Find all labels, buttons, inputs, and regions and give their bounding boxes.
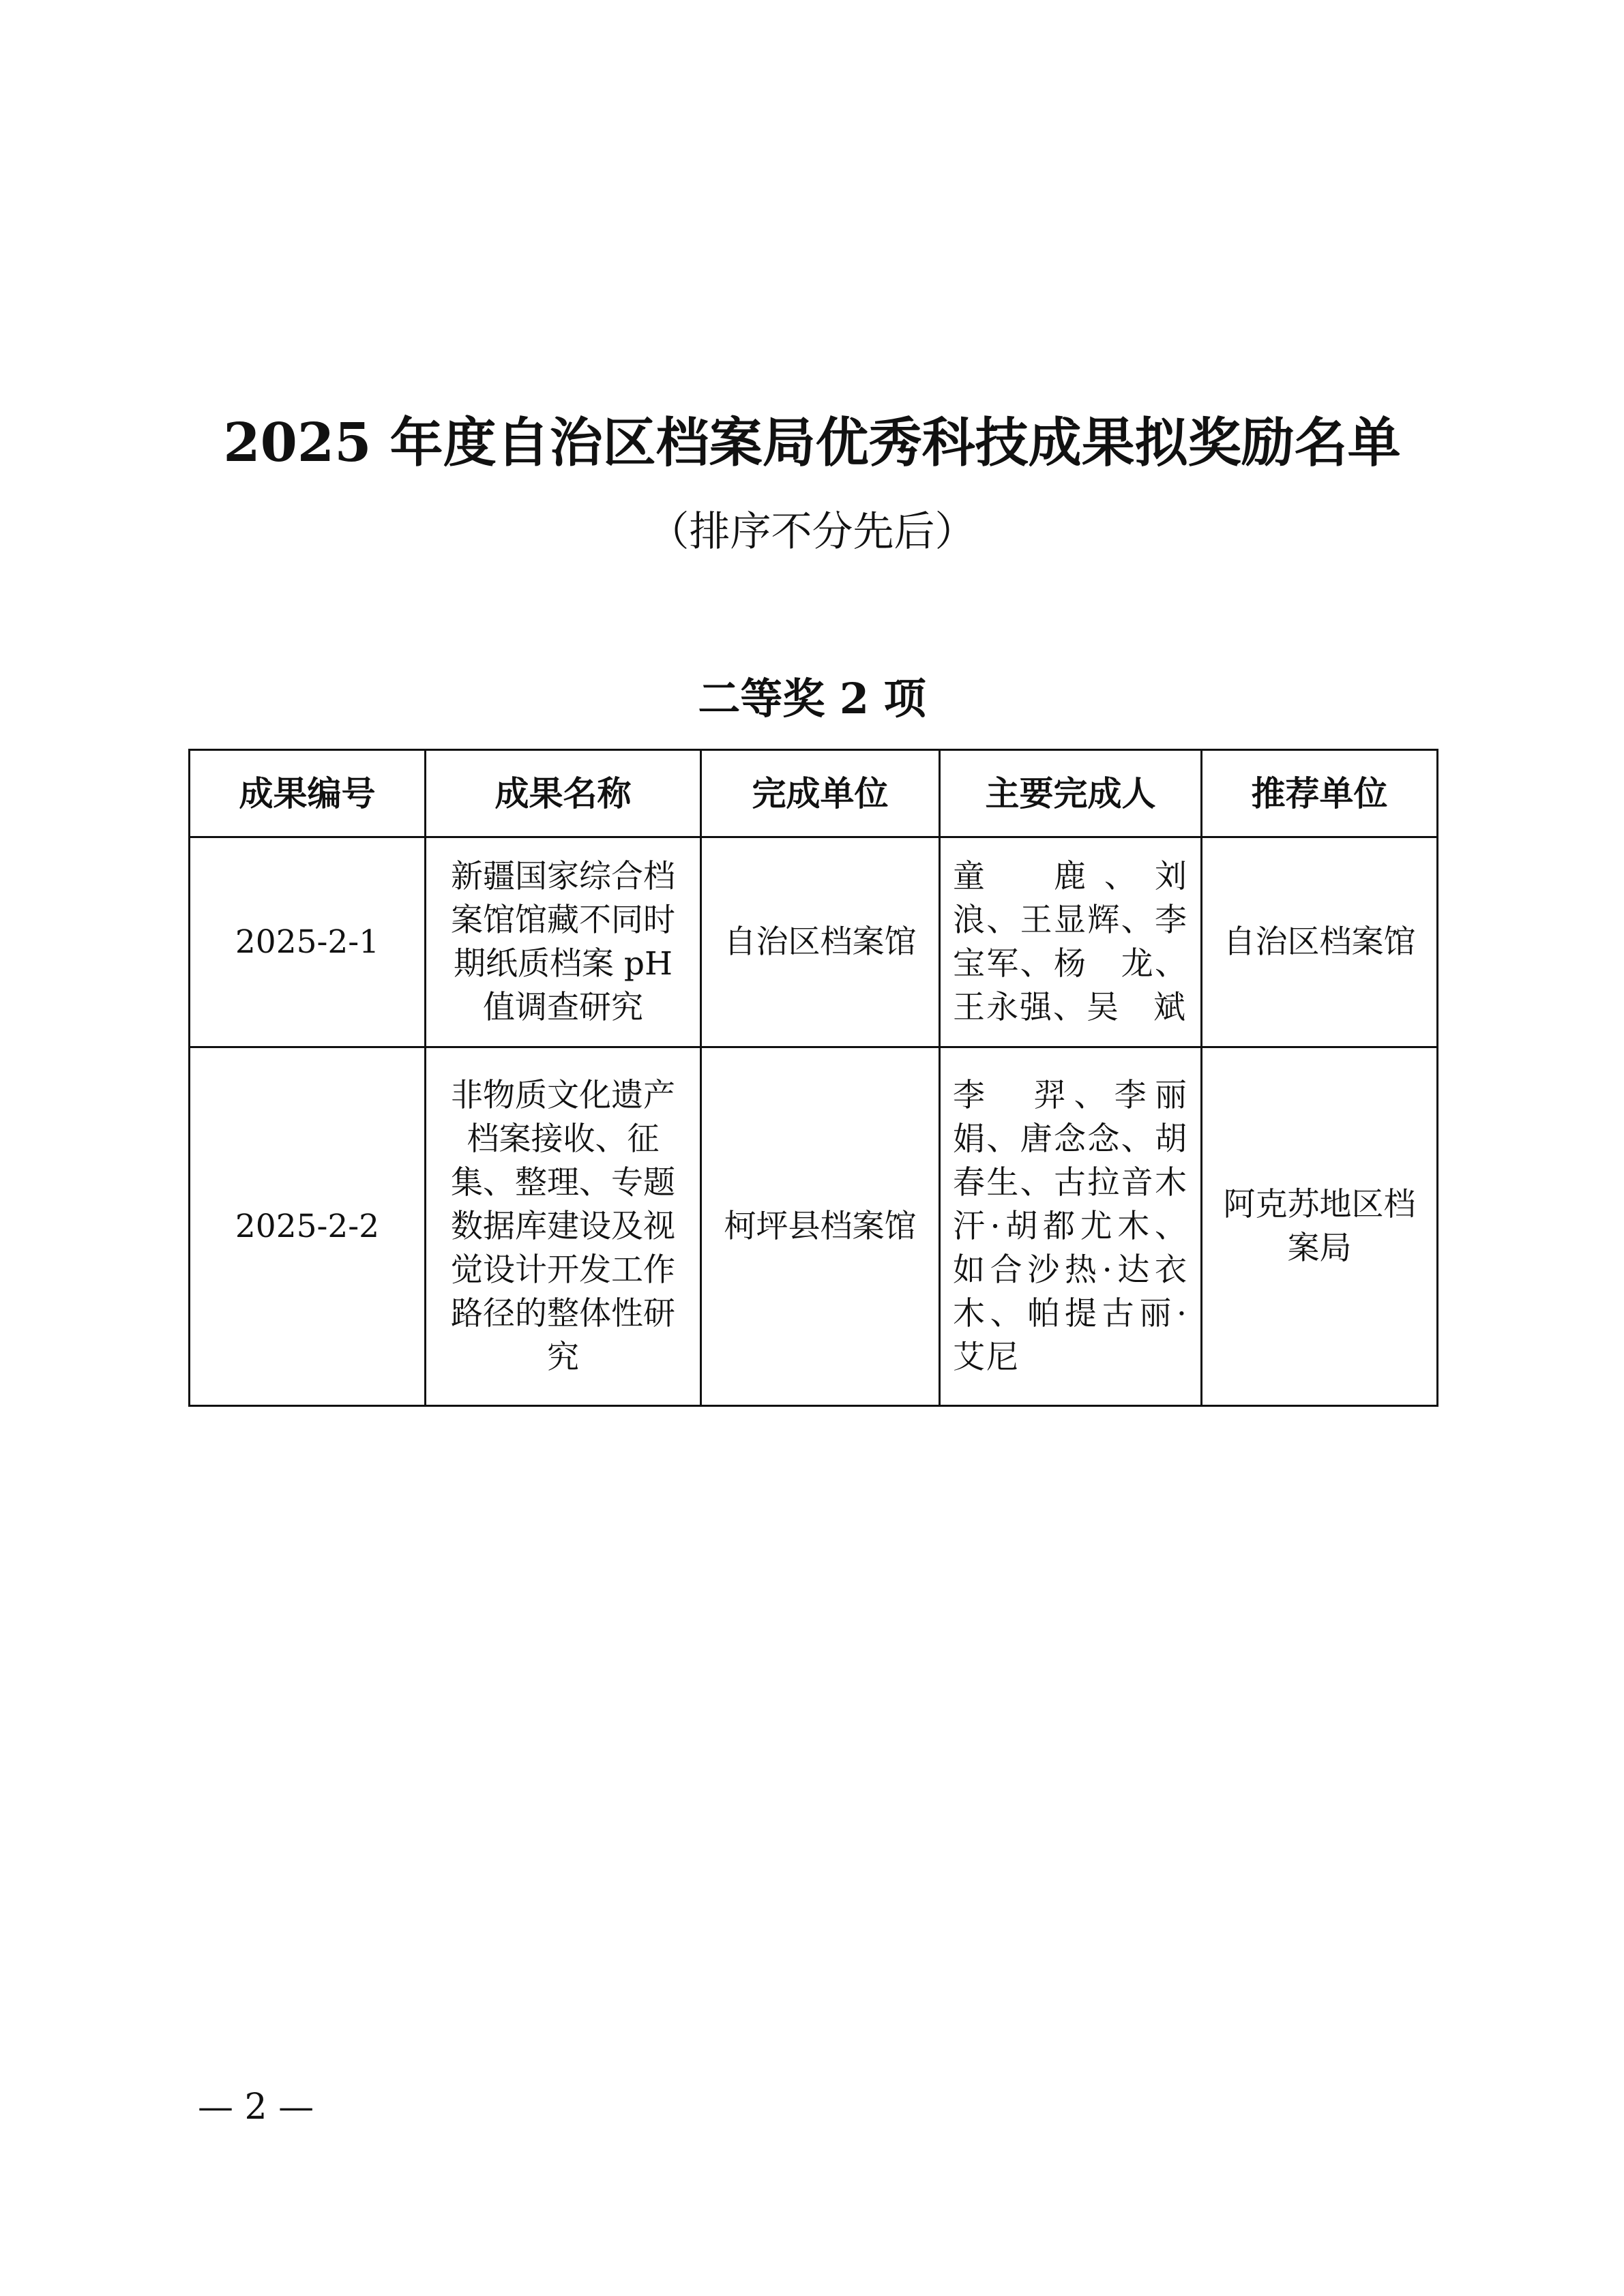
header-code: 成果编号 bbox=[190, 750, 426, 837]
cell-code: 2025-2-2 bbox=[190, 1047, 426, 1406]
cell-code: 2025-2-1 bbox=[190, 837, 426, 1047]
page-number: — 2 — bbox=[198, 2087, 314, 2128]
header-unit: 完成单位 bbox=[701, 750, 940, 837]
document-title: 2025 年度自治区档案局优秀科技成果拟奖励名单 bbox=[223, 412, 1401, 474]
table-header-row bbox=[190, 750, 1438, 837]
header-name: 成果名称 bbox=[426, 750, 701, 837]
cell-recommender: 自治区档案馆 bbox=[1202, 837, 1438, 1047]
cell-unit: 柯坪县档案馆 bbox=[701, 1047, 940, 1406]
table-row bbox=[190, 1047, 1438, 1406]
table-row bbox=[190, 837, 1438, 1047]
award-table bbox=[188, 749, 1438, 1407]
cell-name: 非物质文化遗产档案接收、征集、整理、专题数据库建设及视觉设计开发工作路径的整体性研究 bbox=[426, 1047, 701, 1406]
cell-unit: 自治区档案馆 bbox=[701, 837, 940, 1047]
cell-name: 新疆国家综合档案馆馆藏不同时期纸质档案 pH 值调查研究 bbox=[426, 837, 701, 1047]
header-recommender: 推荐单位 bbox=[1202, 750, 1438, 837]
cell-recommender: 阿克苏地区档案局 bbox=[1202, 1047, 1438, 1406]
section-heading: 二等奖 2 项 bbox=[698, 674, 926, 724]
cell-people: 李 羿、李丽娟、唐念念、胡春生、古拉音木汗·胡都尤木、如合沙热·达衣木、帕提古丽·艾尼 bbox=[940, 1047, 1202, 1406]
cell-people: 童 鹿、刘 浪、王显辉、李宝军、杨 龙、王永强、吴 斌 bbox=[940, 837, 1202, 1047]
document-subtitle: （排序不分先后） bbox=[648, 508, 976, 556]
header-people: 主要完成人 bbox=[940, 750, 1202, 837]
